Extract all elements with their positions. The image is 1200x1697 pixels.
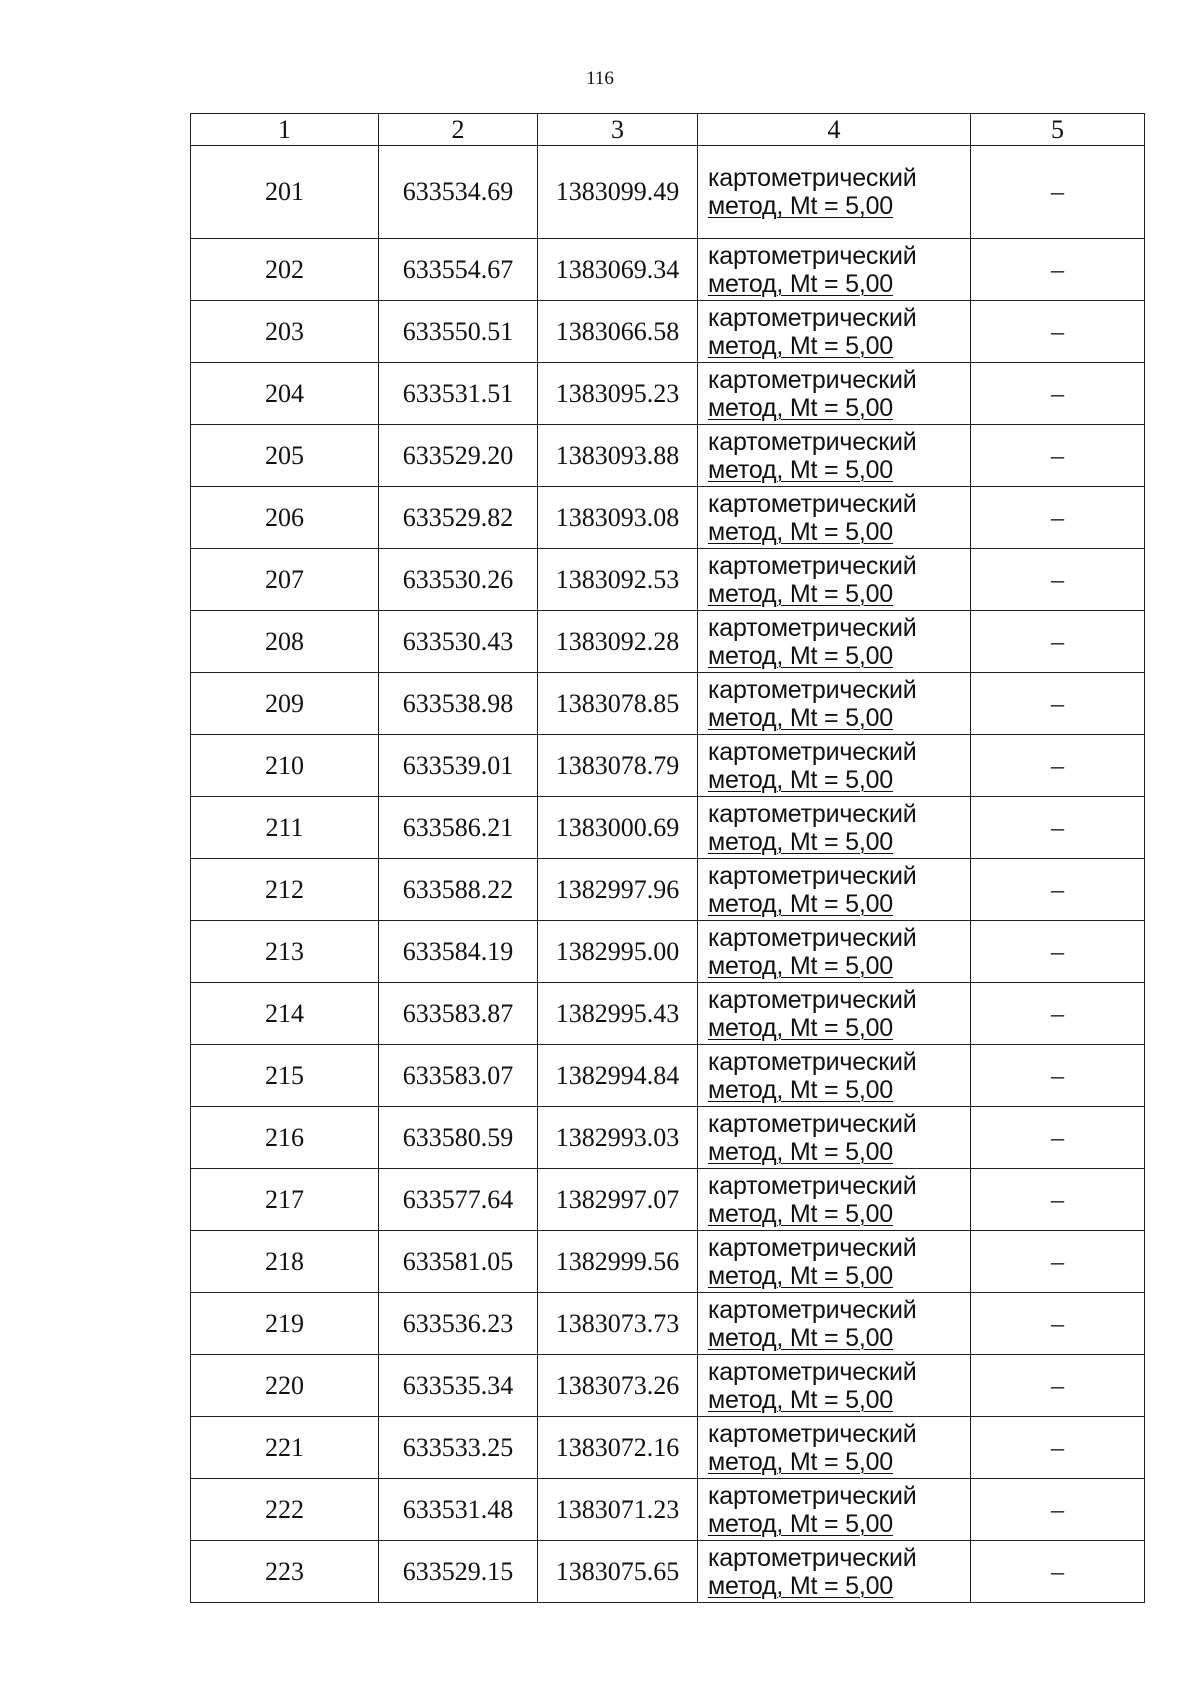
y-coordinate-cell: 1383069.34 xyxy=(538,239,698,301)
method-name: картометрический xyxy=(708,1233,917,1262)
y-coordinate-cell: 1383099.49 xyxy=(538,146,698,239)
header-row xyxy=(191,114,1145,146)
note-cell: – xyxy=(971,1231,1145,1293)
column-header: 2 xyxy=(379,114,538,146)
note-cell: – xyxy=(971,797,1145,859)
method-accuracy: метод, Mt = 5,00 xyxy=(708,1013,893,1042)
table-row xyxy=(191,1045,1145,1107)
method-name: картометрический xyxy=(708,613,917,642)
note-cell: – xyxy=(971,487,1145,549)
x-coordinate-cell: 633533.25 xyxy=(379,1417,538,1479)
y-coordinate-cell: 1383095.23 xyxy=(538,363,698,425)
note-cell: – xyxy=(971,983,1145,1045)
x-coordinate-cell: 633535.34 xyxy=(379,1355,538,1417)
table-row xyxy=(191,1417,1145,1479)
point-number-cell: 202 xyxy=(191,239,379,301)
method-accuracy: метод, Mt = 5,00 xyxy=(708,765,893,794)
method-cell xyxy=(698,1169,971,1231)
method-cell xyxy=(698,859,971,921)
table-row xyxy=(191,735,1145,797)
method-name: картометрический xyxy=(708,1419,917,1448)
point-number-cell: 206 xyxy=(191,487,379,549)
method-accuracy: метод, Mt = 5,00 xyxy=(708,1137,893,1166)
method-name: картометрический xyxy=(708,489,917,518)
note-cell: – xyxy=(971,673,1145,735)
coordinates-table xyxy=(190,113,1145,1603)
y-coordinate-cell: 1382997.96 xyxy=(538,859,698,921)
y-coordinate-cell: 1383092.53 xyxy=(538,549,698,611)
method-accuracy: метод, Mt = 5,00 xyxy=(708,455,893,484)
x-coordinate-cell: 633583.07 xyxy=(379,1045,538,1107)
table-row xyxy=(191,363,1145,425)
table-row xyxy=(191,611,1145,673)
y-coordinate-cell: 1383093.88 xyxy=(538,425,698,487)
note-cell: – xyxy=(971,1417,1145,1479)
table-row xyxy=(191,425,1145,487)
point-number-cell: 223 xyxy=(191,1541,379,1603)
method-cell xyxy=(698,797,971,859)
method-accuracy: метод, Mt = 5,00 xyxy=(708,517,893,546)
method-name: картометрический xyxy=(708,737,917,766)
method-cell xyxy=(698,363,971,425)
note-cell: – xyxy=(971,239,1145,301)
method-accuracy: метод, Mt = 5,00 xyxy=(708,269,893,298)
method-name: картометрический xyxy=(708,1481,917,1510)
method-cell xyxy=(698,611,971,673)
point-number-cell: 222 xyxy=(191,1479,379,1541)
x-coordinate-cell: 633531.51 xyxy=(379,363,538,425)
x-coordinate-cell: 633583.87 xyxy=(379,983,538,1045)
method-cell xyxy=(698,921,971,983)
y-coordinate-cell: 1383093.08 xyxy=(538,487,698,549)
method-cell xyxy=(698,1417,971,1479)
method-name: картометрический xyxy=(708,551,917,580)
point-number-cell: 211 xyxy=(191,797,379,859)
method-name: картометрический xyxy=(708,1357,917,1386)
method-cell xyxy=(698,1355,971,1417)
column-header: 1 xyxy=(191,114,379,146)
method-name: картометрический xyxy=(708,303,917,332)
note-cell: – xyxy=(971,921,1145,983)
y-coordinate-cell: 1383075.65 xyxy=(538,1541,698,1603)
x-coordinate-cell: 633529.20 xyxy=(379,425,538,487)
y-coordinate-cell: 1382995.00 xyxy=(538,921,698,983)
method-cell xyxy=(698,549,971,611)
method-cell xyxy=(698,673,971,735)
method-cell xyxy=(698,301,971,363)
x-coordinate-cell: 633529.15 xyxy=(379,1541,538,1603)
method-cell xyxy=(698,1541,971,1603)
note-cell: – xyxy=(971,611,1145,673)
note-cell: – xyxy=(971,1045,1145,1107)
method-accuracy: метод, Mt = 5,00 xyxy=(708,1323,893,1352)
note-cell: – xyxy=(971,549,1145,611)
method-accuracy: метод, Mt = 5,00 xyxy=(708,331,893,360)
method-name: картометрический xyxy=(708,861,917,890)
x-coordinate-cell: 633529.82 xyxy=(379,487,538,549)
method-accuracy: метод, Mt = 5,00 xyxy=(708,703,893,732)
y-coordinate-cell: 1383078.79 xyxy=(538,735,698,797)
table-row xyxy=(191,1231,1145,1293)
y-coordinate-cell: 1383066.58 xyxy=(538,301,698,363)
column-header: 4 xyxy=(698,114,971,146)
method-accuracy: метод, Mt = 5,00 xyxy=(708,1261,893,1290)
method-cell xyxy=(698,239,971,301)
table-row xyxy=(191,301,1145,363)
table-row xyxy=(191,1355,1145,1417)
page-number: 116 xyxy=(586,68,614,89)
note-cell: – xyxy=(971,735,1145,797)
y-coordinate-cell: 1382999.56 xyxy=(538,1231,698,1293)
method-name: картометрический xyxy=(708,1543,917,1572)
method-cell xyxy=(698,983,971,1045)
method-accuracy: метод, Mt = 5,00 xyxy=(708,1385,893,1414)
y-coordinate-cell: 1383073.26 xyxy=(538,1355,698,1417)
column-header: 3 xyxy=(538,114,698,146)
x-coordinate-cell: 633586.21 xyxy=(379,797,538,859)
y-coordinate-cell: 1382995.43 xyxy=(538,983,698,1045)
point-number-cell: 208 xyxy=(191,611,379,673)
point-number-cell: 219 xyxy=(191,1293,379,1355)
point-number-cell: 221 xyxy=(191,1417,379,1479)
point-number-cell: 212 xyxy=(191,859,379,921)
point-number-cell: 204 xyxy=(191,363,379,425)
x-coordinate-cell: 633554.67 xyxy=(379,239,538,301)
note-cell: – xyxy=(971,363,1145,425)
table-body xyxy=(191,146,1145,1603)
note-cell: – xyxy=(971,1479,1145,1541)
y-coordinate-cell: 1382993.03 xyxy=(538,1107,698,1169)
method-name: картометрический xyxy=(708,164,917,192)
method-name: картометрический xyxy=(708,241,917,270)
method-name: картометрический xyxy=(708,799,917,828)
method-name: картометрический xyxy=(708,985,917,1014)
method-cell xyxy=(698,1107,971,1169)
method-accuracy: метод, Mt = 5,00 xyxy=(708,827,893,856)
x-coordinate-cell: 633531.48 xyxy=(379,1479,538,1541)
y-coordinate-cell: 1383000.69 xyxy=(538,797,698,859)
method-name: картометрический xyxy=(708,1109,917,1138)
note-cell: – xyxy=(971,1355,1145,1417)
method-accuracy: метод, Mt = 5,00 xyxy=(708,1571,893,1600)
point-number-cell: 209 xyxy=(191,673,379,735)
method-name: картометрический xyxy=(708,427,917,456)
x-coordinate-cell: 633538.98 xyxy=(379,673,538,735)
point-number-cell: 213 xyxy=(191,921,379,983)
x-coordinate-cell: 633534.69 xyxy=(379,146,538,239)
x-coordinate-cell: 633580.59 xyxy=(379,1107,538,1169)
x-coordinate-cell: 633530.26 xyxy=(379,549,538,611)
note-cell: – xyxy=(971,1293,1145,1355)
table-row xyxy=(191,1479,1145,1541)
point-number-cell: 216 xyxy=(191,1107,379,1169)
y-coordinate-cell: 1383092.28 xyxy=(538,611,698,673)
note-cell: – xyxy=(971,859,1145,921)
method-name: картометрический xyxy=(708,1295,917,1324)
point-number-cell: 210 xyxy=(191,735,379,797)
point-number-cell: 218 xyxy=(191,1231,379,1293)
table-row xyxy=(191,859,1145,921)
method-accuracy: метод, Mt = 5,00 xyxy=(708,579,893,608)
table-row xyxy=(191,1541,1145,1603)
method-accuracy: метод, Mt = 5,00 xyxy=(708,641,893,670)
method-accuracy: метод, Mt = 5,00 xyxy=(708,951,893,980)
table-row xyxy=(191,239,1145,301)
method-name: картометрический xyxy=(708,1047,917,1076)
method-cell xyxy=(698,425,971,487)
x-coordinate-cell: 633530.43 xyxy=(379,611,538,673)
point-number-cell: 217 xyxy=(191,1169,379,1231)
table-row xyxy=(191,549,1145,611)
method-cell xyxy=(698,146,971,239)
method-name: картометрический xyxy=(708,365,917,394)
point-number-cell: 215 xyxy=(191,1045,379,1107)
x-coordinate-cell: 633577.64 xyxy=(379,1169,538,1231)
method-cell xyxy=(698,1045,971,1107)
method-cell xyxy=(698,735,971,797)
note-cell: – xyxy=(971,1107,1145,1169)
note-cell: – xyxy=(971,1169,1145,1231)
point-number-cell: 205 xyxy=(191,425,379,487)
method-cell xyxy=(698,1479,971,1541)
point-number-cell: 220 xyxy=(191,1355,379,1417)
method-accuracy: метод, Mt = 5,00 xyxy=(708,393,893,422)
table-row xyxy=(191,1169,1145,1231)
table-row xyxy=(191,487,1145,549)
y-coordinate-cell: 1383078.85 xyxy=(538,673,698,735)
column-header: 5 xyxy=(971,114,1145,146)
method-accuracy: метод, Mt = 5,00 xyxy=(708,1509,893,1538)
point-number-cell: 203 xyxy=(191,301,379,363)
x-coordinate-cell: 633550.51 xyxy=(379,301,538,363)
y-coordinate-cell: 1383073.73 xyxy=(538,1293,698,1355)
method-accuracy: метод, Mt = 5,00 xyxy=(708,1447,893,1476)
table-row xyxy=(191,146,1145,239)
note-cell: – xyxy=(971,146,1145,239)
y-coordinate-cell: 1383072.16 xyxy=(538,1417,698,1479)
y-coordinate-cell: 1382997.07 xyxy=(538,1169,698,1231)
x-coordinate-cell: 633588.22 xyxy=(379,859,538,921)
point-number-cell: 201 xyxy=(191,146,379,239)
method-cell xyxy=(698,487,971,549)
point-number-cell: 214 xyxy=(191,983,379,1045)
method-name: картометрический xyxy=(708,1171,917,1200)
note-cell: – xyxy=(971,1541,1145,1603)
note-cell: – xyxy=(971,425,1145,487)
table-row xyxy=(191,983,1145,1045)
method-accuracy: метод, Mt = 5,00 xyxy=(708,192,893,220)
method-cell xyxy=(698,1231,971,1293)
x-coordinate-cell: 633539.01 xyxy=(379,735,538,797)
x-coordinate-cell: 633536.23 xyxy=(379,1293,538,1355)
table-row xyxy=(191,921,1145,983)
y-coordinate-cell: 1383071.23 xyxy=(538,1479,698,1541)
x-coordinate-cell: 633581.05 xyxy=(379,1231,538,1293)
point-number-cell: 207 xyxy=(191,549,379,611)
table-row xyxy=(191,673,1145,735)
table-row xyxy=(191,1107,1145,1169)
y-coordinate-cell: 1382994.84 xyxy=(538,1045,698,1107)
x-coordinate-cell: 633584.19 xyxy=(379,921,538,983)
table-row xyxy=(191,1293,1145,1355)
method-accuracy: метод, Mt = 5,00 xyxy=(708,889,893,918)
method-accuracy: метод, Mt = 5,00 xyxy=(708,1075,893,1104)
table-row xyxy=(191,797,1145,859)
note-cell: – xyxy=(971,301,1145,363)
method-name: картометрический xyxy=(708,923,917,952)
method-cell xyxy=(698,1293,971,1355)
method-accuracy: метод, Mt = 5,00 xyxy=(708,1199,893,1228)
method-name: картометрический xyxy=(708,675,917,704)
